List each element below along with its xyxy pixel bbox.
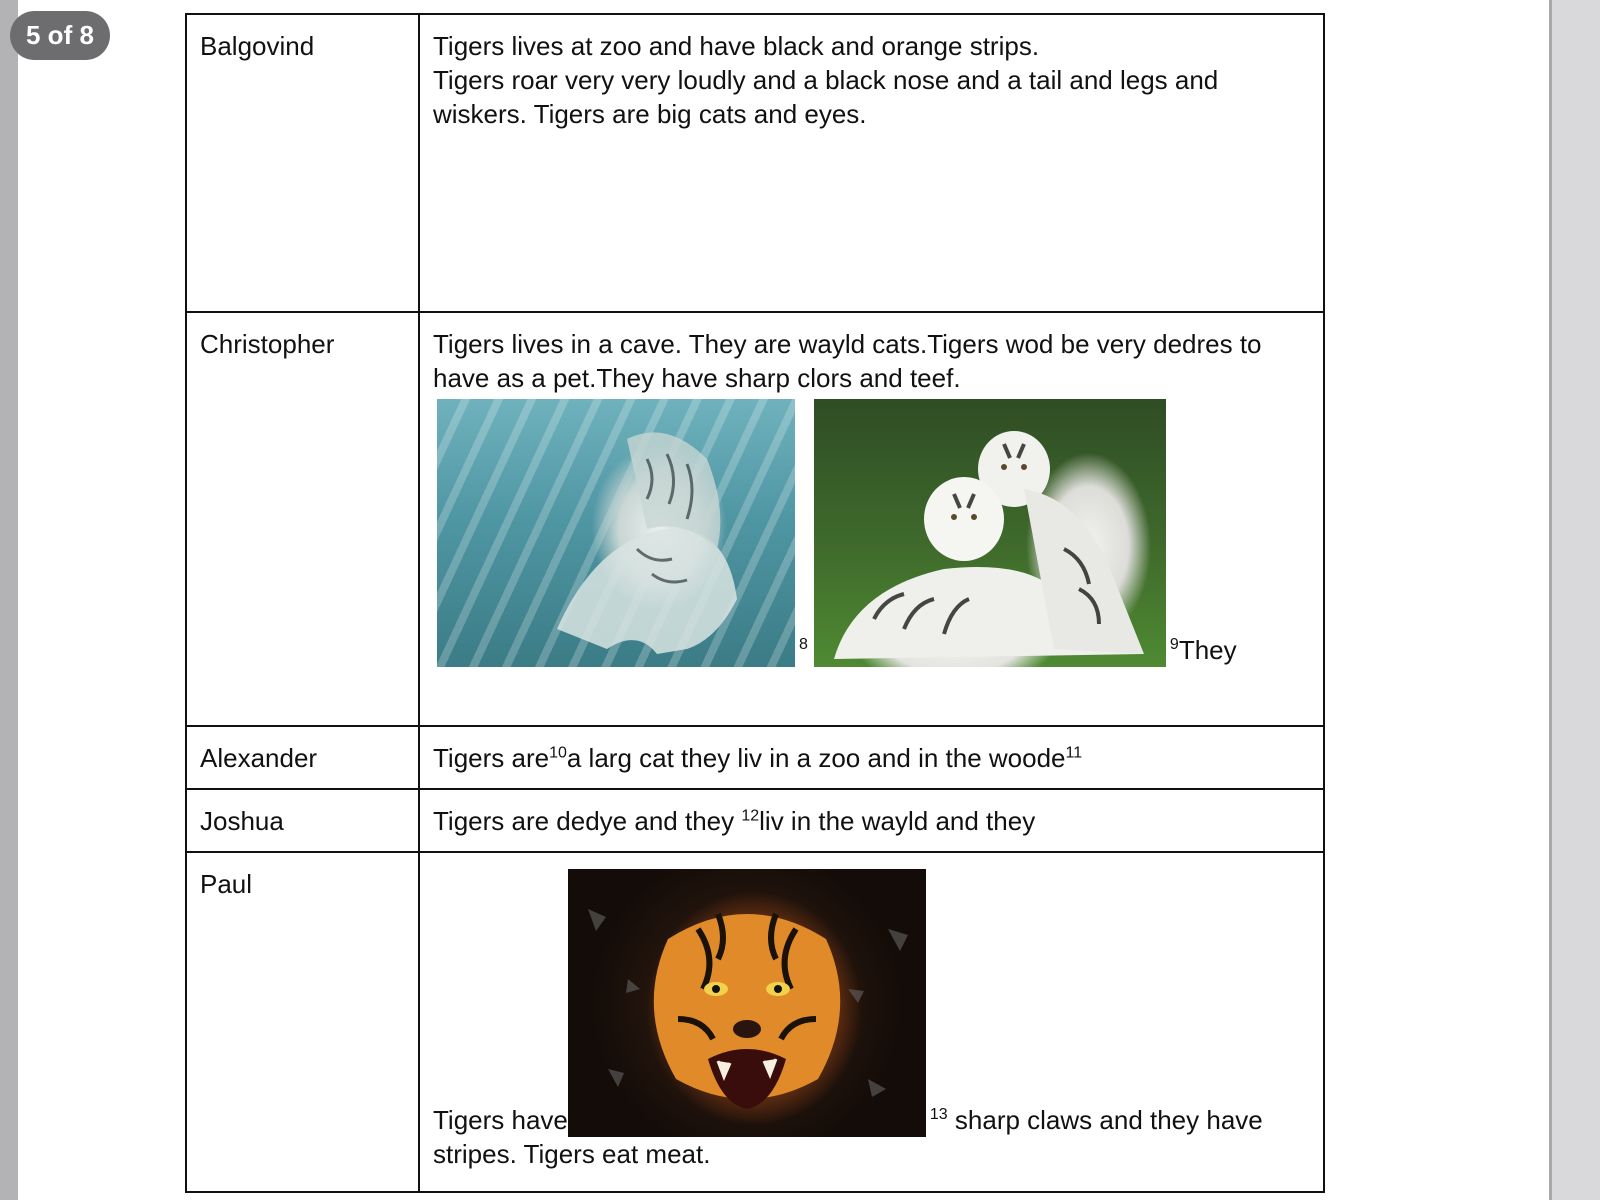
student-name-cell	[186, 14, 419, 312]
tiger-image-icon	[437, 399, 795, 667]
student-name: Joshua	[200, 806, 284, 836]
student-name-cell	[186, 852, 419, 1192]
answer-line: Tigers roar very very loudly and a black nose and a tail and legs and wiskers. Tigers are big cats and eyes.	[433, 65, 1219, 129]
viewer-scroll-gutter[interactable]	[1549, 0, 1600, 1200]
table-row	[186, 726, 1324, 789]
student-name: Paul	[200, 869, 253, 899]
answer-line: Tigers lives at zoo and have black and orange strips.	[433, 31, 1040, 61]
answer-trailing-text: They	[1178, 635, 1237, 665]
footnote-marker: 10	[549, 744, 567, 762]
answer-cell	[419, 726, 1324, 789]
answer-text: sharp claws and they have stripes. Tigers eat meat.	[433, 1105, 1263, 1169]
table-row	[186, 852, 1324, 1192]
student-name: Alexander	[200, 743, 318, 773]
roaring-tiger-image	[568, 869, 926, 1137]
student-answers-table	[185, 13, 1325, 1193]
viewer-left-margin	[0, 0, 18, 1200]
answer-text: Tigers have	[433, 1105, 568, 1135]
table-row	[186, 14, 1324, 312]
student-name-cell	[186, 789, 419, 852]
answer-cell	[419, 789, 1324, 852]
student-name-cell	[186, 726, 419, 789]
answer-cell	[419, 852, 1324, 1192]
underwater-white-tiger-image	[437, 399, 795, 667]
answer-text: liv in the wayld and they	[759, 806, 1036, 836]
answer-cell	[419, 312, 1324, 726]
answer-text: Tigers lives in a cave. They are wayld cats.Tigers wod be very dedres to have as a pet.They have sharp clors and teef.	[433, 329, 1262, 393]
answer-images-line	[433, 395, 1323, 667]
page-indicator-badge: 5 of 8	[10, 11, 110, 60]
footnote-marker: 8	[799, 636, 808, 654]
answer-text: Tigers are	[433, 743, 550, 773]
answer-text: Tigers are dedye and they	[433, 806, 742, 836]
student-name-cell	[186, 312, 419, 726]
footnote-marker: 13	[929, 1106, 948, 1124]
tiger-image-icon	[568, 869, 926, 1137]
footnote-marker: 12	[741, 807, 760, 825]
answer-text: a larg cat they liv in a zoo and in the woode	[566, 743, 1066, 773]
two-white-tigers-image	[814, 399, 1166, 667]
table-row	[186, 312, 1324, 726]
footnote-marker: 9	[1169, 636, 1179, 654]
footnote-marker: 11	[1065, 744, 1083, 762]
student-name: Christopher	[200, 329, 335, 359]
student-name: Balgovind	[200, 31, 315, 61]
answer-cell	[419, 14, 1324, 312]
table-row	[186, 789, 1324, 852]
tiger-image-icon	[814, 399, 1166, 667]
